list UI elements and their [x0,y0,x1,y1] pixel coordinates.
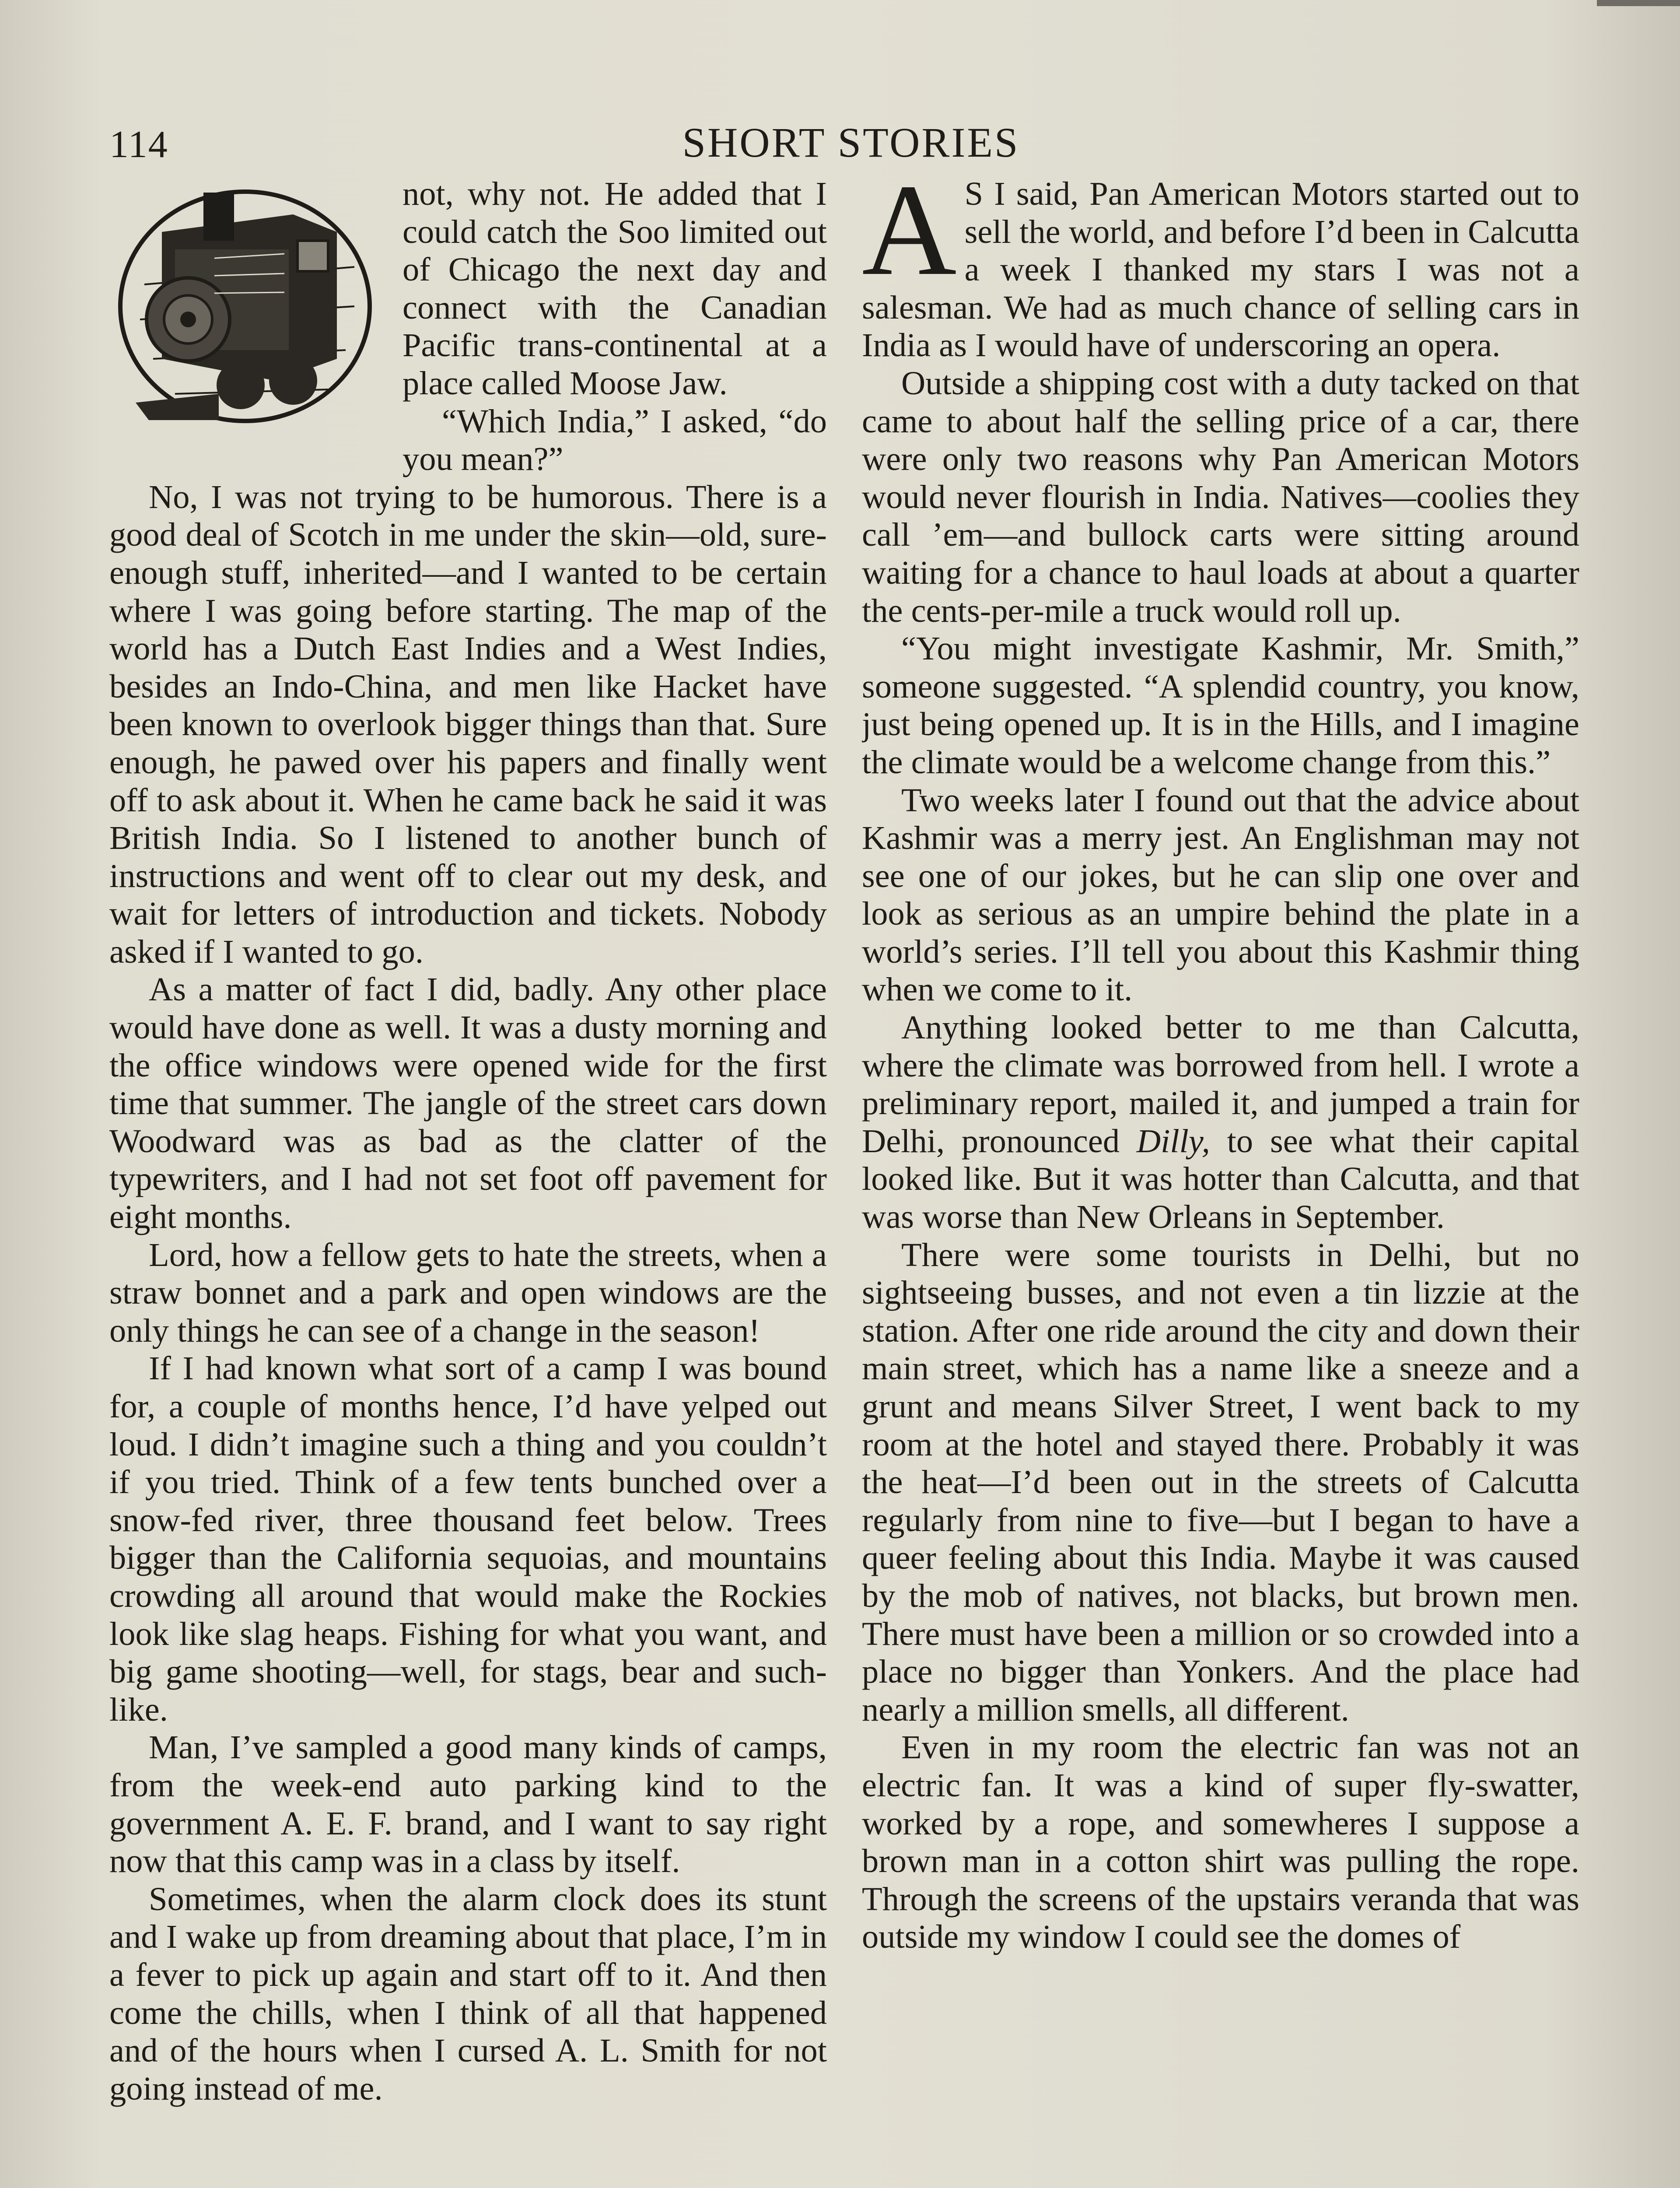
paragraph [862,1009,1579,1236]
left-column [109,175,827,2188]
locomotive-icon [109,175,394,438]
paragraph-text: S I said, Pan American Motors started out to sell the world, and before I’d been in Calcutta a week I thanked my stars I was not a salesman. We had as much chance of selling cars in India as I would have of underscoring an opera. [862,175,1579,364]
paragraph: “Which India,” I asked, “do you mean?” [402,402,827,478]
paragraph: No, I was not trying to be humorous. There is a good deal of Scotch in me under the skin—old, sure-enough stuff, inherited—and I wanted to be certain where I was going before starting. The map of the world has a Dutch East Indies and a West Indies, besides an Indo-China, and men like Hacket have been known to overlook bigger things than that. Sure enough, he pawed over his papers and finally went off to ask about it. When he came back he said it was British India. So I listened to another bunch of instructions and went off to clear out my desk, and wait for letters of introduction and tickets. Nobody asked if I wanted to go. [109,478,827,970]
paragraph: Sometimes, when the alarm clock does its stunt and I wake up from dreaming about that place, I’m in a fever to pick up again and start off to it. And then come the chills, when I think of all that happened and of the hours when I cursed A. L. Smith for not going instead of me. [109,1880,827,2107]
paragraph: “You might investigate Kashmir, Mr. Smith,” someone suggested. “A splendid country, you know, just being opened up. It is in the Hills, and I imagine the climate would be a welcome change from this.” [862,630,1579,781]
running-title: SHORT STORIES [682,119,1020,166]
paragraph: As a matter of fact I did, badly. Any other place would have done as well. It was a dusty morning and the office windows were opened wide for the first time that summer. The jangle of the street cars down Woodward was as bad as the clatter of the typewriters, and I had not set foot off pavement for eight months. [109,971,827,1236]
paragraph: Man, I’ve sampled a good many kinds of camps, from the week-end auto parking kind to the government A. E. F. brand, and I want to say right now that this camp was in a class by itself. [109,1729,827,1880]
page-number: 114 [109,123,168,166]
paragraph: There were some tourists in Delhi, but no sightseeing busses, and not even a tin lizzie at the station. After one ride around the city and down their main street, which has a name like a sneeze and a grunt and means Silver Street, I went back to my room at the hotel and stayed there. Probably it was the heat—I’d been out in the streets of Calcutta regularly from nine to five—but I began to have a queer feeling about this India. Maybe it was caused by the mob of natives, not blacks, but brown men. There must have been a million or so crowded into a place no bigger than Yonkers. And the place had nearly a million smells, all different. [862,1236,1579,1728]
paragraph: Lord, how a fellow gets to hate the streets, when a straw bonnet and a park and open windows are the only things he can see of a change in the season! [109,1236,827,1349]
paragraph-text: to see what their capital looked like. But it was hotter than Calcutta, and that was worse than New Orleans in September. [862,1122,1579,1236]
paragraph: Outside a shipping cost with a duty tacked on that came to about half the selling price of a car, there were only two reasons why Pan American Motors would never flourish in India. Natives—coolies they call ’em—and bullock carts were sitting around waiting for a chance to haul loads at about a quarter the cents-per-mile a truck would roll up. [862,364,1579,629]
right-column [862,175,1579,2188]
paragraph: not, why not. He added that I could catch the Soo limited out of Chicago the next day and connect with the Canadian Pacific trans-continental at a place called Moose Jaw. [402,175,827,402]
paragraph: Even in my room the electric fan was not an electric fan. It was a kind of super fly-swatter, worked by a rope, and somewheres I suppose a brown man in a cotton shirt was pulling the rope. Through the screens of the upstairs veranda that was outside my window I could see the domes of [862,1729,1579,1956]
locomotive-illustration [109,175,394,438]
paragraph: If I had known what sort of a camp I was bound for, a couple of months hence, I’d have yelped out loud. I didn’t imagine such a thing and you couldn’t if you tried. Think of a few tents bunched over a snow-fed river, three thousand feet below. Trees bigger than the California sequoias, and mountains crowding all around that would make the Rockies look like slag heaps. Fishing for what you want, and big game shooting—well, for stags, bear and such-like. [109,1350,827,1728]
paragraph-text: Anything looked better to me than Calcutta, where the climate was borrowed from hell. I wrote a preliminary report, mailed it, and jumped a train for Delhi, pronounced [862,1009,1579,1160]
paragraph [862,175,1579,365]
drop-cap: A [862,175,957,302]
paragraph: Two weeks later I found out that the advice about Kashmir was a merry jest. An Englishman may not see one of our jokes, but he can slip one over and look as serious as an umpire behind the plate in a world’s series. I’ll tell you about this Kashmir thing when we come to it. [862,781,1579,1008]
page-header [109,118,1592,171]
page-edge-shadow [1597,0,1680,6]
italic-text: Dilly, [1136,1122,1210,1160]
